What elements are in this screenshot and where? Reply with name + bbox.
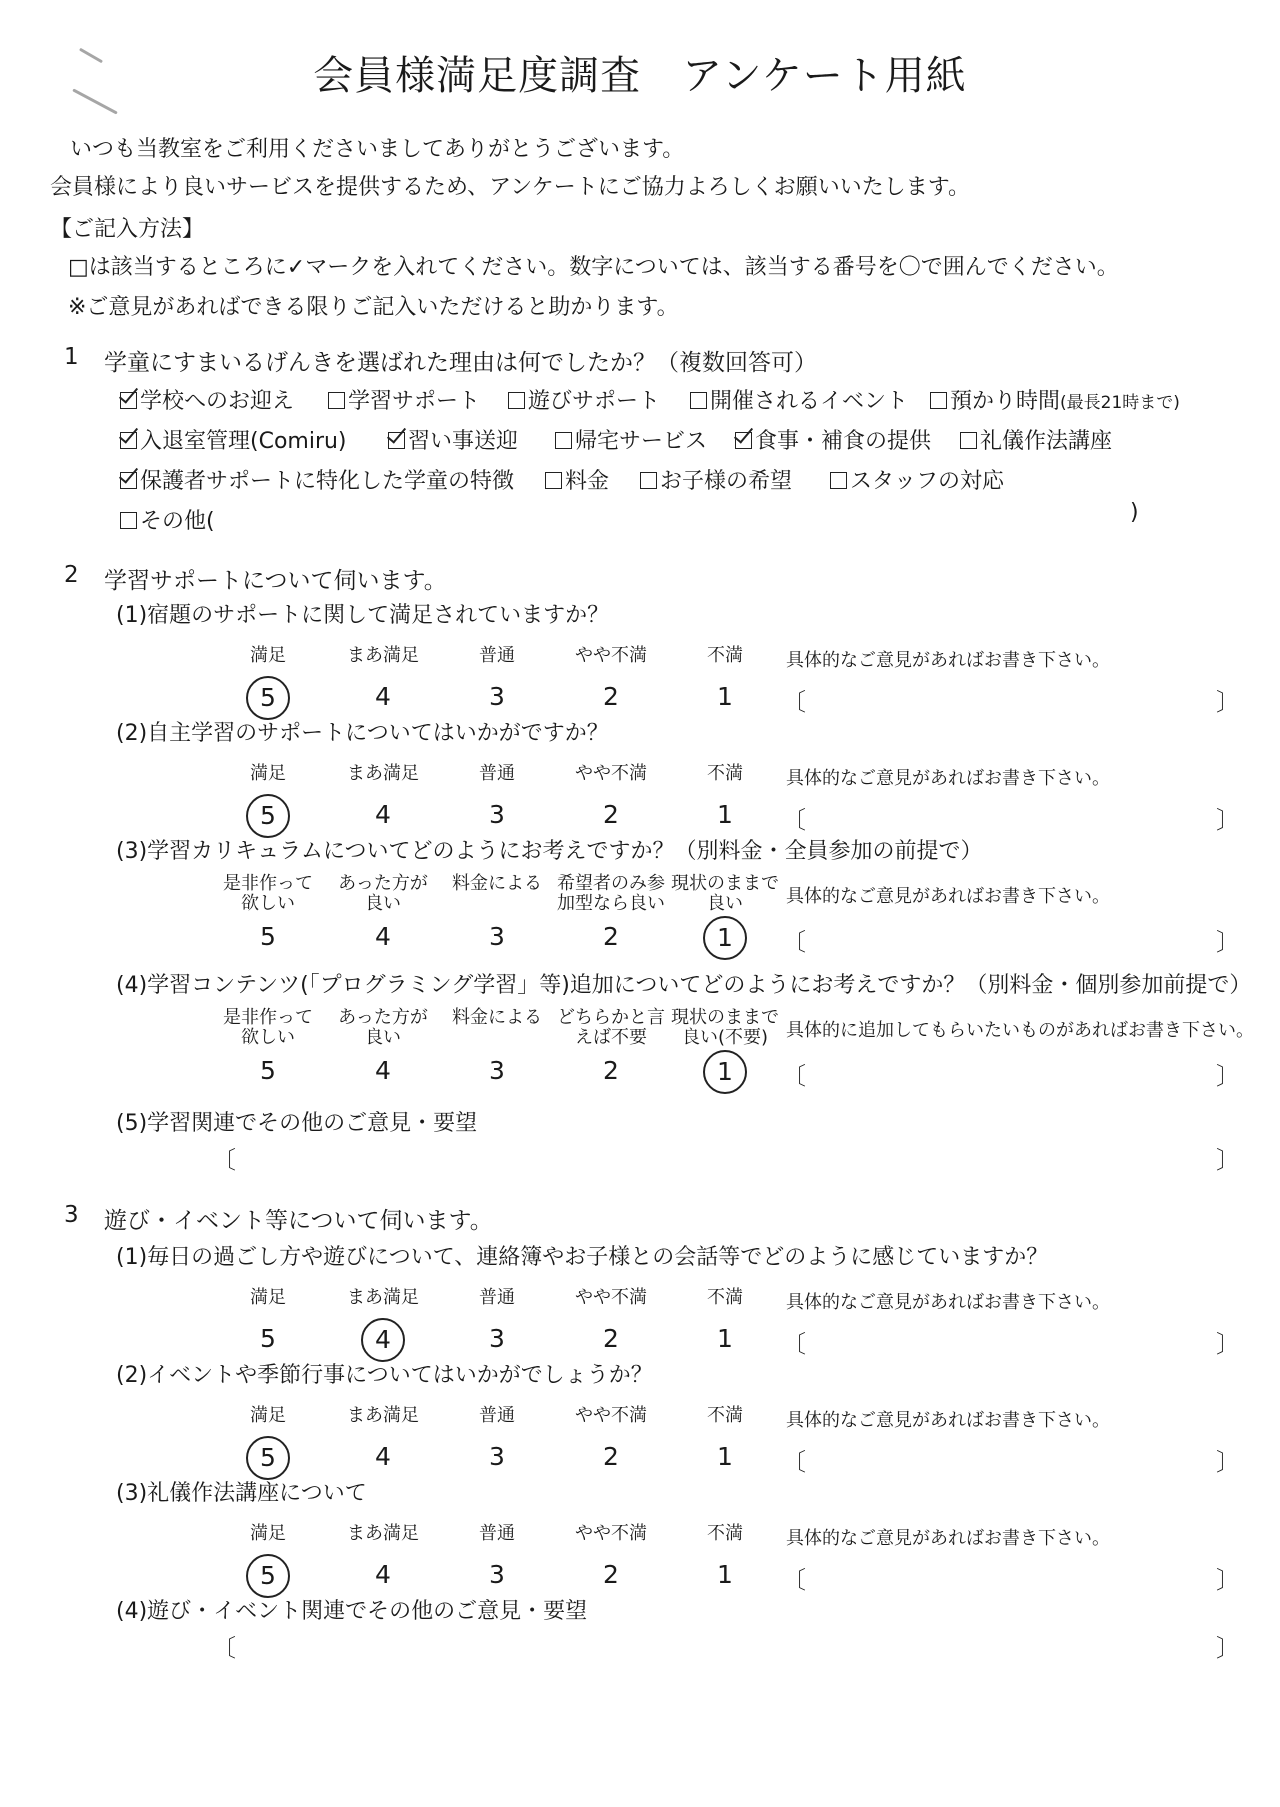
reason-checkbox[interactable] xyxy=(508,392,525,409)
comment-field-open[interactable]: 〔 xyxy=(782,688,806,716)
scale-label: 普通 xyxy=(479,1405,515,1426)
reason-option-label: 入退室管理(Comiru) xyxy=(140,429,347,454)
reason-checkbox[interactable] xyxy=(120,432,137,449)
section-1-number: 1 xyxy=(64,344,79,370)
question-text: (2)イベントや季節行事についてはいかがでしょうか？ xyxy=(116,1363,653,1388)
scale-option[interactable]: 1 xyxy=(717,800,733,829)
scale-option[interactable]: 3 xyxy=(489,800,505,829)
question-text: (3)学習カリキュラムについてどのようにお考えですか？（別料金・全員参加の前提で） xyxy=(116,839,983,864)
comment-field-close[interactable]: 〕 xyxy=(1216,1566,1240,1594)
reason-checkbox[interactable] xyxy=(690,392,707,409)
comment-field-open[interactable]: 〔 xyxy=(782,1566,806,1594)
scale-option-selected[interactable]: 5 xyxy=(246,676,290,720)
scale-option-selected[interactable]: 1 xyxy=(703,1050,747,1094)
scale-option[interactable]: 3 xyxy=(489,1324,505,1353)
reason-checkbox[interactable] xyxy=(120,472,137,489)
scale-option[interactable]: 3 xyxy=(489,1442,505,1471)
comment-field-open[interactable]: 〔 xyxy=(782,806,806,834)
scale-label: まあ満足 xyxy=(347,1405,419,1426)
bracket-close: 〕 xyxy=(1216,1146,1240,1174)
reason-option[interactable] xyxy=(640,464,792,495)
scale-label: 是非作って 欲しい xyxy=(223,1007,313,1048)
scale-option[interactable]: 3 xyxy=(489,682,505,711)
scale-label: まあ満足 xyxy=(347,1523,419,1544)
reason-checkbox[interactable] xyxy=(120,512,137,529)
reason-option-label: スタッフの対応 xyxy=(850,469,1005,494)
scale-label: やや不満 xyxy=(575,1523,647,1544)
scale-option[interactable]: 5 xyxy=(260,1324,276,1353)
intro-line-1: いつも当教室をご利用くださいましてありがとうございます。 xyxy=(70,137,685,162)
reason-option[interactable] xyxy=(120,424,347,455)
scale-label: 満足 xyxy=(250,1523,286,1544)
scale-option[interactable]: 2 xyxy=(603,1560,619,1589)
reason-checkbox[interactable] xyxy=(930,392,947,409)
reason-option[interactable] xyxy=(930,384,1180,415)
scale-label: 現状のままで 良い(不要) xyxy=(671,1007,779,1048)
question-text: (3)礼儀作法講座について xyxy=(116,1481,367,1506)
comment-field-close[interactable]: 〕 xyxy=(1216,928,1240,956)
scale-option[interactable]: 5 xyxy=(260,1056,276,1085)
reason-option-label: 開催されるイベント xyxy=(710,389,909,414)
instructions-line-2: ※ご意見があればできる限りご記入いただけると助かります。 xyxy=(68,295,679,320)
reason-option[interactable] xyxy=(690,384,908,415)
reason-checkbox[interactable] xyxy=(735,432,752,449)
scale-label: あった方が 良い xyxy=(338,1007,428,1048)
reason-option-label: 習い事送迎 xyxy=(408,429,519,454)
scale-label: 不満 xyxy=(707,645,743,666)
scale-label: 満足 xyxy=(250,763,286,784)
scale-label: やや不満 xyxy=(575,1287,647,1308)
scale-option[interactable]: 3 xyxy=(489,922,505,951)
scale-option[interactable]: 2 xyxy=(603,800,619,829)
scale-label: 料金による xyxy=(452,1007,542,1028)
comment-field-close[interactable]: 〕 xyxy=(1216,1330,1240,1358)
reason-option-label: 食事・補食の提供 xyxy=(755,429,932,454)
reason-option-label: 遊びサポート xyxy=(528,389,661,414)
scale-label: やや不満 xyxy=(575,1405,647,1426)
reason-option-note: (最長21時まで) xyxy=(1060,393,1180,413)
scale-option[interactable]: 2 xyxy=(603,682,619,711)
reason-option-label: お子様の希望 xyxy=(660,469,793,494)
bracket-open: 〔 xyxy=(212,1146,236,1174)
comment-prompt: 具体的なご意見があればお書き下さい。 xyxy=(786,886,1110,907)
comment-prompt: 具体的なご意見があればお書き下さい。 xyxy=(786,768,1110,789)
reason-option-label: 学校へのお迎え xyxy=(140,389,295,414)
bracket-close: 〕 xyxy=(1216,1634,1240,1662)
reason-option-label: 保護者サポートに特化した学童の特徴 xyxy=(140,469,515,494)
reason-option-label: 礼儀作法講座 xyxy=(980,429,1113,454)
scale-label: やや不満 xyxy=(575,645,647,666)
comment-field-close[interactable]: 〕 xyxy=(1216,688,1240,716)
reason-option[interactable] xyxy=(508,384,660,415)
scale-option-selected[interactable]: 5 xyxy=(246,1436,290,1480)
comment-field-close[interactable]: 〕 xyxy=(1216,1062,1240,1090)
scale-option[interactable]: 4 xyxy=(375,800,391,829)
scale-label: 不満 xyxy=(707,1405,743,1426)
scale-label: 普通 xyxy=(479,645,515,666)
comment-field-open[interactable]: 〔 xyxy=(782,1062,806,1090)
scale-label: 希望者のみ参 加型なら良い xyxy=(557,873,665,914)
scale-label: 満足 xyxy=(250,1405,286,1426)
section-2-number: 2 xyxy=(64,562,79,588)
scale-label: 満足 xyxy=(250,1287,286,1308)
scale-label: まあ満足 xyxy=(347,645,419,666)
other-close-paren: ) xyxy=(1130,500,1139,525)
reason-checkbox[interactable] xyxy=(545,472,562,489)
reason-option[interactable] xyxy=(120,464,514,495)
scale-label: 料金による xyxy=(452,873,542,894)
scale-option[interactable]: 4 xyxy=(375,1056,391,1085)
reason-checkbox[interactable] xyxy=(830,472,847,489)
section-3-number: 3 xyxy=(64,1202,79,1228)
scale-option-selected[interactable]: 1 xyxy=(703,916,747,960)
scale-label: 現状のままで 良い xyxy=(671,873,779,914)
scale-option[interactable]: 2 xyxy=(603,1056,619,1085)
instructions-line-1: □は該当するところに✓マークを入れてください。数字については、該当する番号を〇で囲んでください。 xyxy=(68,255,1119,280)
scale-label: 普通 xyxy=(479,1523,515,1544)
reason-option[interactable] xyxy=(328,384,480,415)
scale-label: やや不満 xyxy=(575,763,647,784)
question-text: (2)自主学習のサポートについてはいかがですか？ xyxy=(116,721,609,746)
intro-line-2: 会員様により良いサービスを提供するため、アンケートにご協力よろしくお願いいたします。 xyxy=(50,175,971,200)
scale-option[interactable]: 3 xyxy=(489,1560,505,1589)
reason-option[interactable] xyxy=(120,384,294,415)
scale-label: まあ満足 xyxy=(347,1287,419,1308)
instructions-heading: 【ご記入方法】 xyxy=(50,217,205,242)
bracket-open: 〔 xyxy=(212,1634,236,1662)
scale-label: 普通 xyxy=(479,1287,515,1308)
reason-option-label: その他( xyxy=(140,509,215,534)
scale-option[interactable]: 1 xyxy=(717,682,733,711)
comment-prompt: 具体的なご意見があればお書き下さい。 xyxy=(786,1528,1110,1549)
reason-option[interactable] xyxy=(555,424,707,455)
comment-field-open[interactable]: 〔 xyxy=(782,1330,806,1358)
scale-option[interactable]: 4 xyxy=(375,922,391,951)
reason-option[interactable] xyxy=(960,424,1112,455)
reason-checkbox[interactable] xyxy=(388,432,405,449)
reason-option-label: 預かり時間 xyxy=(950,389,1061,414)
comment-prompt: 具体的なご意見があればお書き下さい。 xyxy=(786,1292,1110,1313)
reason-checkbox[interactable] xyxy=(120,392,137,409)
reason-checkbox[interactable] xyxy=(960,432,977,449)
scale-option[interactable]: 3 xyxy=(489,1056,505,1085)
reason-option[interactable] xyxy=(830,464,1004,495)
scale-label: 是非作って 欲しい xyxy=(223,873,313,914)
question-text: (1)毎日の過ごし方や遊びについて、連絡簿やお子様との会話等でどのように感じていますか？ xyxy=(116,1245,1049,1270)
comment-field-close[interactable]: 〕 xyxy=(1216,806,1240,834)
question-text: (1)宿題のサポートに関して満足されていますか？ xyxy=(116,603,610,628)
comment-prompt: 具体的なご意見があればお書き下さい。 xyxy=(786,650,1110,671)
scale-option[interactable]: 2 xyxy=(603,922,619,951)
section-1-title: 学童にすまいるげんきを選ばれた理由は何でしたか？（複数回答可） xyxy=(104,350,817,376)
question-text: (4)学習コンテンツ(「プログラミング学習」等)追加についてどのようにお考えですか？（別料金・個別参加前提で） xyxy=(116,973,1252,998)
scale-option[interactable]: 5 xyxy=(260,922,276,951)
scale-option[interactable]: 4 xyxy=(375,682,391,711)
comment-field-open[interactable]: 〔 xyxy=(782,928,806,956)
reason-option-label: 学習サポート xyxy=(348,389,481,414)
scale-option[interactable]: 1 xyxy=(717,1324,733,1353)
scale-label: 満足 xyxy=(250,645,286,666)
section-2-title: 学習サポートについて伺います。 xyxy=(104,568,447,594)
scale-option-selected[interactable]: 4 xyxy=(361,1318,405,1362)
scale-label: 普通 xyxy=(479,763,515,784)
section-3-other-question: (4)遊び・イベント関連でその他のご意見・要望 xyxy=(116,1599,588,1624)
section-3-title: 遊び・イベント等について伺います。 xyxy=(104,1208,493,1234)
reason-option[interactable] xyxy=(388,424,518,455)
scale-option-selected[interactable]: 5 xyxy=(246,794,290,838)
scale-label: あった方が 良い xyxy=(338,873,428,914)
reason-option-label: 帰宅サービス xyxy=(575,429,708,454)
reason-checkbox[interactable] xyxy=(640,472,657,489)
scale-option[interactable]: 2 xyxy=(603,1324,619,1353)
comment-field-close[interactable]: 〕 xyxy=(1216,1448,1240,1476)
reason-checkbox[interactable] xyxy=(555,432,572,449)
scale-option[interactable]: 1 xyxy=(717,1442,733,1471)
scale-option[interactable]: 2 xyxy=(603,1442,619,1471)
section-2-other-question: (5)学習関連でその他のご意見・要望 xyxy=(116,1111,478,1136)
scale-option-selected[interactable]: 5 xyxy=(246,1554,290,1598)
scale-label: どちらかと言 えば不要 xyxy=(557,1007,665,1048)
comment-field-open[interactable]: 〔 xyxy=(782,1448,806,1476)
comment-prompt: 具体的に追加してもらいたいものがあればお書き下さい。 xyxy=(786,1020,1254,1041)
scale-label: 不満 xyxy=(707,763,743,784)
reason-option[interactable] xyxy=(735,424,931,455)
scale-option[interactable]: 4 xyxy=(375,1560,391,1589)
comment-prompt: 具体的なご意見があればお書き下さい。 xyxy=(786,1410,1110,1431)
reason-option[interactable] xyxy=(120,504,215,535)
reason-option-label: 料金 xyxy=(565,469,610,494)
reason-option[interactable] xyxy=(545,464,609,495)
scale-option[interactable]: 1 xyxy=(717,1560,733,1589)
page-title: 会員様満足度調査 アンケート用紙 xyxy=(313,53,967,99)
scale-option[interactable]: 4 xyxy=(375,1442,391,1471)
scale-label: まあ満足 xyxy=(347,763,419,784)
scale-label: 不満 xyxy=(707,1523,743,1544)
scale-label: 不満 xyxy=(707,1287,743,1308)
reason-checkbox[interactable] xyxy=(328,392,345,409)
